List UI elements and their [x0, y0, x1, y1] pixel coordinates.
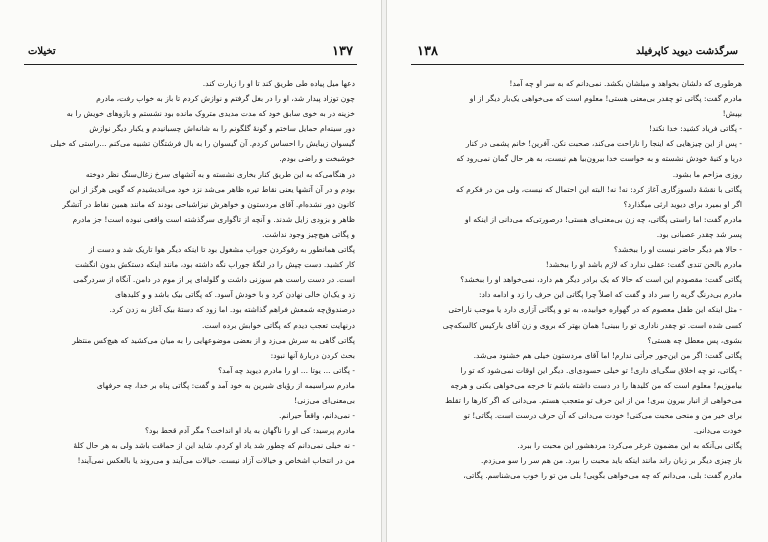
text-line: - پگاتی فریاد کشید: خدا نکند! [649, 124, 742, 134]
text-line: مادرم پرسید: کی او را ناگهان به یاد او انداخت؟ مگر آدم قحط بود؟ [144, 426, 355, 436]
text-line: است. در دست راست هم سوزنی داشت و گلوله‌ای پر از موم در دامن. آنگاه از سردرگمی [73, 275, 355, 285]
left-page-number: ۱۳۷ [332, 44, 353, 59]
text-line: - پگاتی، تو چه اخلاق سگی‌ای داری! تو خیلی حسودی‌ای. دیگر این اوقات نمی‌شود که تو را [460, 365, 742, 375]
text-line: خوشبخت و راضی بودم. [279, 154, 355, 164]
text-line: بحث کردن دربارهٔ آنها نبود: [270, 350, 355, 360]
text-line: درنهایت تعجب دیدم که پگاتی خوابش برده است. [201, 320, 355, 330]
text-line: می‌خواهی از انبار بیرون ببری! من از این حرف تو متعجب هستم. می‌دانی که اگر کارها را تقلط [445, 395, 742, 405]
right-page-number: ۱۳۸ [417, 44, 438, 59]
text-line: دور سینه‌ام حمایل ساختم و گونهٔ گلگونم را به شانه‌اش چسبانیدم و یکبار دیگر نوازش [89, 124, 355, 134]
text-line: باز چیزی دیگر بر زبان راند مانند اینکه باید محبت را ببرد. من هم سر را سو می‌زدم. [480, 456, 742, 466]
text-line: گیسوان زیبایش را احساس کردم. آن گیسوان را به بال فرشتگان تشبیه می‌کنم ...راستی که خیلی [50, 139, 355, 149]
text-line: مادرم بی‌درنگ گریه را سر داد و گفت که اصلاً چرا پگاتی این حرف را زد و ادامه داد: [478, 290, 742, 300]
text-line: پگاتی گفت: مقصودم این است که حالا که یک برادر دیگر هم دارد، نمی‌خواهد او را ببخشد؟ [460, 275, 742, 285]
text-line: مادرم بالحن تندی گفت: عقلی ندارد که لازم باشد او را ببخشد! [545, 260, 742, 270]
text-line: و پگاتی هیچ‌چیز وجود نداشت. [262, 229, 355, 239]
text-line: کسی شده است. تو چقدر ناداری تو را ببینی! همان بهتر که بروی و زن آقای بارکیس کالسکه‌چی [442, 320, 742, 330]
text-line: - نمی‌دانم، واقعاً حیرانم. [278, 411, 355, 421]
text-line: من در انتخاب اشخاص و خیالات آزاد نیست. خیالات می‌آیند و می‌روند یا بالعکس نمی‌آیند! [77, 456, 355, 466]
text-line: برای خیر من و منحی محبت می‌کنی! خودت می‌دانی که آن حرف درست است. پگاتی! تو [463, 411, 742, 421]
text-line: پگاتی همانطور به رفوکردن جوراب مشغول بود تا اینکه دیگر هوا تاریک شد و دست از [88, 245, 355, 255]
left-page-running-title: تخیلات [28, 46, 56, 57]
text-line: ظاهر و بزودی زایل شدند. و آنچه از تاگواری سرگذشته است واقعی نبوده است! جز مادرم [72, 214, 355, 224]
right-page-header [411, 44, 744, 65]
right-page-body [413, 76, 742, 512]
text-line: پگاتی گاهی به سرش می‌زد و از بعضی موضوعهایی را به میان می‌کشید که هیچ‌کس منتظر [72, 335, 355, 345]
text-line: درصندوق‌چه شمعش فراهم گذاشته بود. اما زود که دستهٔ بیک آغاز به زدن کرد. [109, 305, 355, 315]
right-page [386, 0, 768, 542]
text-line: دریا و کنیهٔ خودش نشسته و به خواست خدا بیرون‌بیا هم نیست، به هر حال گمان نمی‌رود که [456, 154, 742, 164]
text-line: - پگاتی ... یوتا ... او را مادرم دیوید چه آمد؟ [218, 365, 355, 375]
text-line: مادرم گفت: اما راستی پگاتی، چه زن بی‌معنی‌ای هستی! درصورتی‌که می‌دانی از اینکه او [465, 214, 742, 224]
text-line: مادرم گفت: پگاتی تو چقدر بی‌معنی هستی! معلوم است که می‌خواهی یک‌بار دیگر از او [469, 94, 742, 104]
text-line: پگاتی گفت: اگر من این‌جور جرأتی ندارم! اما آقای مردستون خیلی هم خشنود می‌شد. [473, 350, 742, 360]
text-line: در هنگامی‌که به این طریق کنار بخاری نشسته و به آتشهای سرخ زغال‌سنگ نظر دوخته [85, 169, 355, 179]
text-line: - پس از این چیزهایی که اینجا را ناراحت می‌کند، صحبت نکن. آفرین! خانم پشمی در کنار [465, 139, 742, 149]
text-line: کانون دور نشده‌ام. آقای مردستون و خواهرش نیزاشباحی بودند که مانند همین نقاط در آتشگر [62, 199, 355, 209]
text-line: پگاتی با نقشهٔ دلسوزگاری آغاز کرد: نه! نه! البته این احتمال که نیست، ولی من در فکرم که [456, 184, 742, 194]
text-line: دعها میل پیاده طی طریق کند تا او را زیارت کند. [202, 79, 355, 88]
text-line: مادرم گفت: بلی، می‌دانم که چه می‌خواهی بگویی! بلی من تو را خوب می‌شناسم. پگاتی، [463, 471, 742, 481]
text-line: مادرم سراسیمه از رؤیای شیرین به خود آمد و گفت: پگاتی پناه بر خدا، چه حرفهای [96, 380, 355, 390]
left-page-header [24, 44, 357, 65]
right-page-running-title: سرگذشت دیوید کاپرفیلد [636, 46, 738, 57]
left-page-body [26, 76, 355, 512]
text-line: بیاموزیم! معلوم است که من کلیدها را در دست داشته باشم تا خرجه می‌خواهی بکنی و هرچه [450, 380, 742, 390]
text-line: زد و یک‌ان خالی نهادن کرد و با خودش آسود. که پگاتی بیک باشد و و کلیدهای [115, 290, 355, 300]
text-line: - حالا هم دیگر حاضر نیست او را ببخشد؟ [613, 245, 742, 255]
text-line: پگاتی بی‌آنکه به این مضمون غرغر می‌کرد: مردهشور این محبت را ببرد. [517, 441, 742, 451]
text-line: بشوی، پس معطل چه هستی؟ [647, 335, 742, 345]
text-line: بپیش! [722, 109, 742, 119]
text-line: اگر او بمیرد برای دیوید ارثی میگذارد؟ [623, 199, 742, 209]
text-line: بودم و در آن آتشها یعنی نقاط تیره ظاهر می‌شد نزد خود می‌اندیشیدم که گویی هرگز از این [69, 184, 355, 194]
left-page [0, 0, 382, 542]
text-line: هرطوری که دلشان بخواهد و میلشان بکشد. نمی‌دانم که به سر او چه آمد! [509, 79, 742, 88]
text-line: - نه خیلی نمی‌دانم که چطور شد یاد او کردم. شاید این از حماقت باشد ولی به هر حال کلهٔ [73, 441, 355, 451]
text-line: چون توزاد پیدار شد، او را در بغل گرفتم و نوازش کردم تا باز به خواب رفت، مادرم [96, 94, 355, 104]
text-line: بی‌معنی‌ای می‌زنی! [294, 395, 355, 405]
text-line: خزینه در به خوی سابق خود که مدت مدیدی متروک مانده بود نشستم و بازوهای خویش را به [66, 109, 355, 119]
text-line: خودت می‌دانی. [693, 426, 742, 436]
text-line: - مثل اینکه این طفل معصوم که در گهواره خوابیده، به تو و پگاتی آزاری دارد یا موجب ناراحتی [448, 305, 742, 315]
text-line: روزی مزاحم ما بشود. [672, 169, 742, 179]
text-line: کار کشید. دست چپش را در لنگهٔ جوراب نگه داشته بود، مانند اینکه دستکش بدون انگشت [75, 260, 355, 270]
text-line: پسر شد چقدر عصبانی بود. [656, 229, 742, 239]
